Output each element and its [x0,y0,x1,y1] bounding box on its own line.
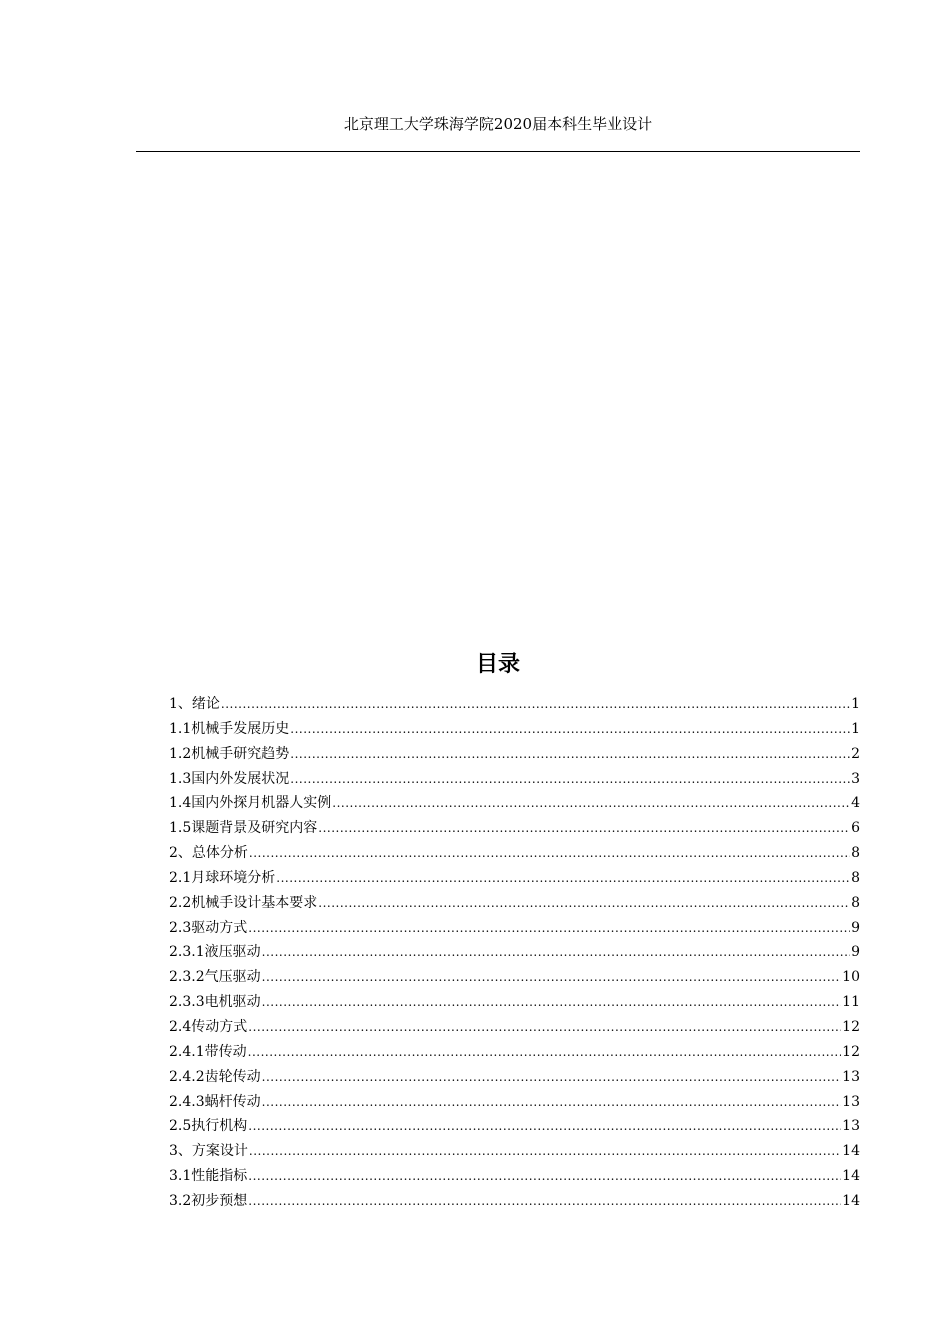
toc-entry-page: 8 [851,845,860,862]
toc-entry[interactable] [169,916,860,941]
toc-entry-page: 13 [842,1118,860,1135]
toc-dot-leader [290,742,850,767]
toc-entry-page: 8 [851,869,860,886]
toc-entry-label: 2.2机械手设计基本要求 [169,894,318,911]
toc-dot-leader [262,1090,842,1115]
toc-dot-leader [248,1015,841,1040]
toc-entry[interactable] [169,1139,860,1164]
toc-dot-leader [221,692,850,717]
toc-entry-label: 2、总体分析 [169,845,248,862]
toc-entry-label: 1.1机械手发展历史 [169,720,290,737]
toc-entry[interactable] [169,1189,860,1214]
toc-entry-page: 3 [851,770,860,787]
toc-entry-label: 3、方案设计 [169,1143,248,1160]
toc-entry[interactable] [169,692,860,717]
toc-dot-leader [318,816,850,841]
toc-dot-leader [248,1040,842,1065]
toc-entry-label: 1、绪论 [169,696,220,712]
toc-entry-page: 10 [842,969,860,986]
toc-dot-leader [262,965,842,990]
toc-entry[interactable] [169,791,860,816]
toc-entry-label: 2.5执行机构 [169,1118,248,1135]
toc-entry-label: 2.4.1带传动 [169,1043,247,1060]
running-header: 北京理工大学珠海学院2020届本科生毕业设计 [343,115,653,133]
toc-dot-leader [248,1114,841,1139]
toc-entry[interactable] [169,816,860,841]
toc-entry-label: 2.4.2齿轮传动 [169,1068,261,1085]
toc-entry-page: 8 [851,894,860,911]
toc-dot-leader [262,940,850,965]
toc-entry[interactable] [169,965,860,990]
toc-entry-label: 2.4.3蜗杆传动 [169,1093,261,1110]
toc-entry[interactable] [169,1015,860,1040]
toc-entry[interactable] [169,990,860,1015]
toc-entry[interactable] [169,841,860,866]
toc-entry[interactable] [169,1040,860,1065]
toc-entry-label: 1.4国内外探月机器人实例 [169,795,332,812]
toc-dot-leader [248,1164,841,1189]
toc-entry-page: 12 [842,1043,860,1060]
toc-entry[interactable] [169,742,860,767]
toc-entry-page: 14 [842,1143,860,1160]
toc-entry-label: 2.3.1液压驱动 [169,944,261,961]
toc-dot-leader [248,916,850,941]
toc-entry[interactable] [169,1090,860,1115]
toc-entry[interactable] [169,940,860,965]
toc-entry[interactable] [169,891,860,916]
toc-entry[interactable] [169,717,860,742]
toc-entry-page: 12 [842,1018,860,1035]
toc-entry-label: 2.3.2气压驱动 [169,969,261,986]
toc-entry-page: 11 [842,994,860,1011]
toc-entry-page: 4 [851,795,860,812]
toc-dot-leader [262,1065,842,1090]
toc-entry-page: 13 [842,1093,860,1110]
toc-entry-page: 9 [851,919,860,936]
toc-entry[interactable] [169,866,860,891]
toc-dot-leader [332,791,850,816]
header-rule [136,151,860,152]
toc-entry-label: 3.2初步预想 [169,1192,248,1209]
table-of-contents [169,692,860,1214]
toc-entry-label: 2.4传动方式 [169,1018,248,1035]
toc-dot-leader [318,891,850,916]
toc-dot-leader [276,866,850,891]
toc-dot-leader [248,1189,841,1214]
toc-entry[interactable] [169,767,860,792]
toc-entry-page: 13 [842,1068,860,1085]
toc-entry-label: 2.1月球环境分析 [169,869,276,886]
toc-title: 目录 [475,652,520,677]
toc-dot-leader [290,717,850,742]
toc-entry-label: 2.3.3电机驱动 [169,994,261,1011]
toc-entry-page: 1 [851,720,860,737]
toc-entry-page: 1 [851,696,860,712]
toc-entry-page: 6 [851,820,860,837]
toc-entry[interactable] [169,1114,860,1139]
toc-entry-label: 1.3国内外发展状况 [169,770,290,787]
toc-dot-leader [290,767,850,792]
toc-entry-page: 14 [842,1192,860,1209]
toc-entry-label: 2.3驱动方式 [169,919,248,936]
toc-entry-label: 1.5课题背景及研究内容 [169,820,318,837]
toc-dot-leader [249,1139,841,1164]
toc-entry[interactable] [169,1164,860,1189]
toc-dot-leader [249,841,850,866]
toc-entry-page: 14 [842,1168,860,1185]
toc-entry-label: 3.1性能指标 [169,1168,248,1185]
toc-entry[interactable] [169,1065,860,1090]
toc-entry-page: 2 [851,745,860,762]
toc-dot-leader [262,990,842,1015]
toc-entry-label: 1.2机械手研究趋势 [169,745,290,762]
toc-entry-page: 9 [851,944,860,961]
